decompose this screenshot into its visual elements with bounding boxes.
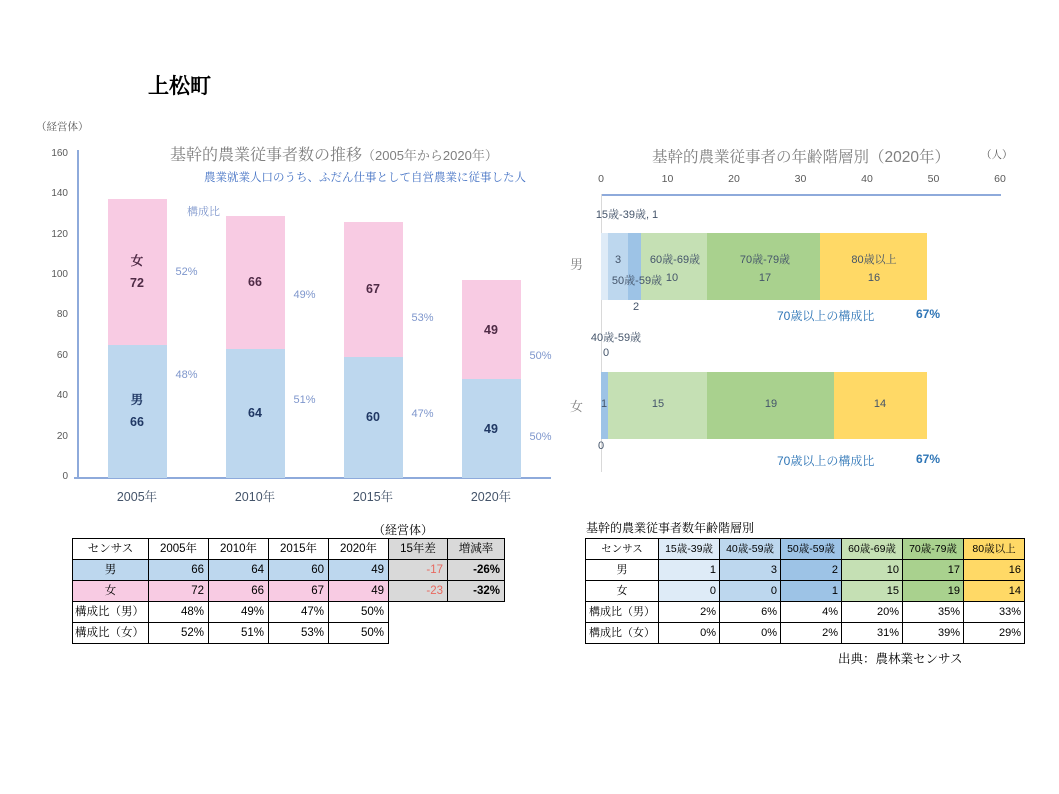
bar-segment-male bbox=[462, 379, 521, 478]
bar-series-label-male: 男 bbox=[130, 393, 144, 408]
x-category-label: 2010年 bbox=[234, 490, 276, 504]
table-cell: 男 bbox=[73, 560, 149, 581]
column-header-cell: 2005年 bbox=[149, 539, 209, 560]
y-tick-label: 40 bbox=[56, 390, 68, 402]
annotation-label: 14 bbox=[873, 398, 887, 410]
annotation-label: 10 bbox=[665, 272, 679, 284]
annotation-label: 60歳-69歳 bbox=[649, 254, 701, 266]
y-tick-label: 0 bbox=[62, 471, 68, 482]
left-chart-unit-label: （経営体） bbox=[36, 121, 89, 133]
bar-value-label-male: 49 bbox=[484, 421, 498, 436]
table-cell: 0 bbox=[720, 581, 781, 602]
share70-label: 70歳以上の構成比 bbox=[777, 309, 875, 323]
page-title: 上松町 bbox=[148, 75, 211, 98]
table-row bbox=[586, 581, 1025, 602]
table-cell: -23 bbox=[389, 581, 448, 602]
table-cell: 構成比（女） bbox=[73, 623, 149, 644]
share70-label: 70歳以上の構成比 bbox=[777, 454, 875, 468]
share-label-lower: 47% bbox=[411, 408, 434, 420]
share-label-upper: 52% bbox=[175, 266, 198, 278]
bar-segment-male bbox=[344, 357, 403, 478]
bar-segment-male bbox=[108, 345, 167, 478]
table-cell: 49 bbox=[329, 581, 389, 602]
left-chart-title bbox=[170, 142, 498, 165]
column-header-cell: 50歳-59歳 bbox=[781, 539, 842, 560]
column-header-cell: 2020年 bbox=[329, 539, 389, 560]
y-tick-label: 120 bbox=[51, 228, 68, 240]
x-tick-label: 50 bbox=[927, 173, 940, 185]
bar-value-label-female: 72 bbox=[130, 276, 144, 291]
table-row bbox=[73, 602, 505, 623]
bar-value-label-male: 60 bbox=[366, 410, 380, 425]
table-cell: 男 bbox=[586, 560, 659, 581]
x-category-label: 2020年 bbox=[470, 490, 512, 504]
y-tick-label: 100 bbox=[51, 269, 68, 281]
table-cell: 2 bbox=[781, 560, 842, 581]
table-cell: 67 bbox=[269, 581, 329, 602]
right-chart-unit-label: （人） bbox=[981, 149, 1013, 161]
age-table bbox=[585, 538, 1025, 644]
table-row bbox=[586, 623, 1025, 644]
share-label-upper: 49% bbox=[293, 289, 316, 301]
x-tick-label: 0 bbox=[598, 173, 604, 185]
x-tick-label: 30 bbox=[794, 173, 807, 185]
annotation-label: 80歳以上 bbox=[851, 254, 897, 266]
table-cell: 48% bbox=[149, 602, 209, 623]
table-cell: 29% bbox=[964, 623, 1025, 644]
table-header-row bbox=[586, 539, 1025, 560]
source-note: 出典：農林業センサス bbox=[838, 652, 963, 666]
column-header-cell: 2015年 bbox=[269, 539, 329, 560]
column-header-cell: 70歳-79歳 bbox=[903, 539, 964, 560]
table-cell: 構成比（女） bbox=[586, 623, 659, 644]
annotation-label: 3 bbox=[614, 254, 622, 266]
table-cell: 60 bbox=[269, 560, 329, 581]
bar-segment-female bbox=[462, 280, 521, 379]
left-chart-subtitle: 農業就業人口のうち、ふだん仕事として自営農業に従事した人 bbox=[204, 172, 526, 184]
trend-table bbox=[72, 538, 505, 644]
bar-value-label-female: 67 bbox=[366, 282, 380, 297]
share-label-lower: 48% bbox=[175, 369, 198, 381]
table-cell: 72 bbox=[149, 581, 209, 602]
left-chart-legend-label: 構成比 bbox=[187, 206, 220, 218]
column-header-cell: センサス bbox=[586, 539, 659, 560]
bar-segment-female bbox=[226, 216, 285, 349]
table-cell: -17 bbox=[389, 560, 448, 581]
y-tick-label: 80 bbox=[56, 309, 68, 321]
table-cell: 1 bbox=[659, 560, 720, 581]
table-row bbox=[586, 560, 1025, 581]
column-header-cell: 40歳-59歳 bbox=[720, 539, 781, 560]
table-cell: 49 bbox=[329, 560, 389, 581]
bar-segment-female bbox=[344, 222, 403, 357]
table-cell: 50% bbox=[329, 602, 389, 623]
bar-segment-female bbox=[108, 199, 167, 344]
annotation-label: 40歳-59歳 bbox=[590, 332, 642, 344]
trend-table bbox=[72, 538, 505, 644]
annotation-label: 2 bbox=[632, 301, 640, 313]
table-row bbox=[73, 581, 505, 602]
bar-value-label-male: 64 bbox=[248, 406, 262, 421]
table-cell: 10 bbox=[842, 560, 903, 581]
table-header-row bbox=[73, 539, 505, 560]
table-cell: 2% bbox=[781, 623, 842, 644]
right-axis-line bbox=[601, 194, 1001, 196]
table-cell: 33% bbox=[964, 602, 1025, 623]
share70-value: 67% bbox=[916, 307, 941, 321]
table-cell: 64 bbox=[209, 560, 269, 581]
annotation-label: 0 bbox=[602, 347, 610, 359]
annotation-label: 15 bbox=[651, 398, 665, 410]
y-tick-label: 160 bbox=[51, 147, 68, 159]
table-cell: 49% bbox=[209, 602, 269, 623]
table-row bbox=[586, 602, 1025, 623]
left-chart-title-main: 基幹的農業従事者数の推移 bbox=[170, 147, 363, 164]
table-cell: 女 bbox=[586, 581, 659, 602]
column-header-cell: センサス bbox=[73, 539, 149, 560]
table-cell: 3 bbox=[720, 560, 781, 581]
annotation-label: 0 bbox=[597, 440, 605, 452]
table-row bbox=[73, 623, 505, 644]
table-cell: 50% bbox=[329, 623, 389, 644]
table-cell: -32% bbox=[448, 581, 505, 602]
share-label-upper: 53% bbox=[411, 312, 434, 324]
annotation-label: 1 bbox=[600, 398, 608, 410]
table-cell: 6% bbox=[720, 602, 781, 623]
x-tick-label: 40 bbox=[861, 173, 873, 185]
column-header-cell: 2010年 bbox=[209, 539, 269, 560]
table-cell: 17 bbox=[903, 560, 964, 581]
column-header-cell: 15年差 bbox=[389, 539, 448, 560]
annotation-label: 16 bbox=[867, 272, 881, 284]
table-cell: 0% bbox=[659, 623, 720, 644]
x-tick-label: 60 bbox=[994, 173, 1006, 185]
column-header-cell: 80歳以上 bbox=[964, 539, 1025, 560]
x-tick-label: 20 bbox=[728, 173, 740, 185]
table-cell: 31% bbox=[842, 623, 903, 644]
left-table-unit-note: （経営体） bbox=[373, 523, 434, 537]
y-axis-line bbox=[77, 150, 79, 478]
annotation-label: 50歳-59歳 bbox=[611, 275, 663, 287]
left-chart-title-paren: （2005年から2020年） bbox=[362, 148, 498, 163]
annotation-label: 15歳-39歳, 1 bbox=[595, 209, 659, 221]
table-cell: 2% bbox=[659, 602, 720, 623]
row-category-label: 男 bbox=[570, 257, 584, 272]
table-cell: 4% bbox=[781, 602, 842, 623]
table-cell: 66 bbox=[209, 581, 269, 602]
annotation-label: 70歳-79歳 bbox=[739, 254, 791, 266]
x-tick-label: 10 bbox=[661, 173, 674, 185]
table-cell: 16 bbox=[964, 560, 1025, 581]
share-label-upper: 50% bbox=[529, 350, 552, 362]
y-tick-label: 140 bbox=[51, 188, 68, 200]
table-cell: 15 bbox=[842, 581, 903, 602]
table-cell: 51% bbox=[209, 623, 269, 644]
right-chart-title: 基幹的農業従事者の年齢階層別（2020年） bbox=[652, 149, 950, 166]
table-cell: -26% bbox=[448, 560, 505, 581]
column-header-cell: 60歳-69歳 bbox=[842, 539, 903, 560]
table-cell: 0 bbox=[659, 581, 720, 602]
table-cell: 53% bbox=[269, 623, 329, 644]
table-cell: 35% bbox=[903, 602, 964, 623]
table-cell: 構成比（男） bbox=[586, 602, 659, 623]
table-cell: 構成比（男） bbox=[73, 602, 149, 623]
table-row bbox=[73, 560, 505, 581]
right-table-title: 基幹的農業従事者数年齢階層別 bbox=[586, 521, 755, 535]
y-tick-label: 20 bbox=[56, 430, 68, 442]
bar-value-label-female: 49 bbox=[484, 322, 498, 337]
table-cell: 0% bbox=[720, 623, 781, 644]
bar-series-label-female: 女 bbox=[130, 254, 144, 269]
y-tick-label: 60 bbox=[56, 349, 68, 361]
x-category-label: 2015年 bbox=[352, 490, 394, 504]
table-cell: 14 bbox=[964, 581, 1025, 602]
row-category-label: 女 bbox=[570, 399, 584, 414]
x-category-label: 2005年 bbox=[116, 490, 158, 504]
bar-value-label-male: 66 bbox=[130, 415, 144, 430]
table-cell: 20% bbox=[842, 602, 903, 623]
table-cell: 47% bbox=[269, 602, 329, 623]
annotation-label: 19 bbox=[764, 398, 778, 410]
table-cell: 52% bbox=[149, 623, 209, 644]
table-cell: 39% bbox=[903, 623, 964, 644]
share-label-lower: 50% bbox=[529, 431, 552, 443]
column-header-cell: 増減率 bbox=[448, 539, 505, 560]
annotation-label: 17 bbox=[758, 272, 772, 284]
bar-value-label-female: 66 bbox=[248, 275, 262, 290]
table-cell: 女 bbox=[73, 581, 149, 602]
table-cell: 19 bbox=[903, 581, 964, 602]
age-table bbox=[585, 538, 1025, 644]
share70-value: 67% bbox=[916, 452, 941, 466]
table-cell: 66 bbox=[149, 560, 209, 581]
share-label-lower: 51% bbox=[293, 394, 316, 406]
table-cell: 1 bbox=[781, 581, 842, 602]
column-header-cell: 15歳-39歳 bbox=[659, 539, 720, 560]
bar-segment-male bbox=[226, 349, 285, 478]
